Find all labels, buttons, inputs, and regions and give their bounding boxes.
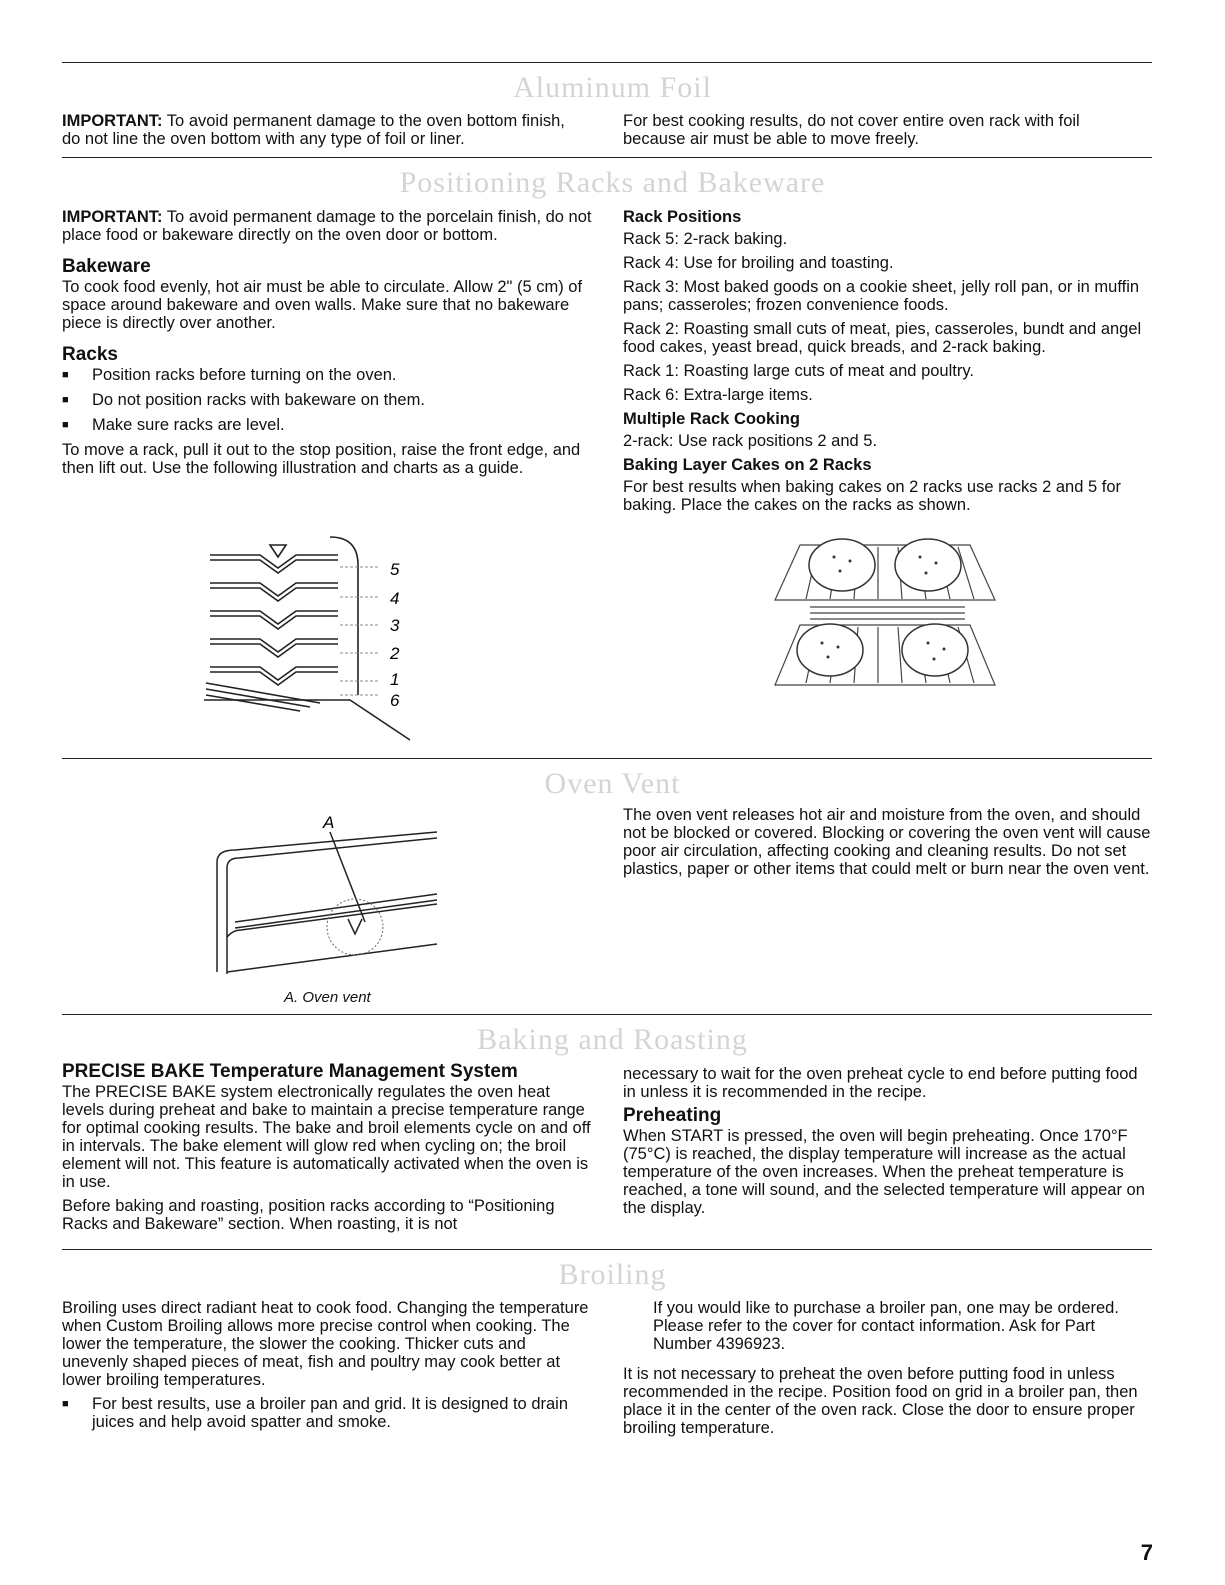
rack-number-label: 2 — [390, 644, 400, 663]
positioning-heading: Positioning Racks and Bakeware — [399, 166, 826, 199]
layer-cakes-text: For best results when baking cakes on 2 racks use racks 2 and 5 for baking. Place the cakes on the racks as shown. — [623, 478, 1121, 514]
broiling-right-column — [623, 1299, 1151, 1443]
precise-bake-text: The PRECISE BAKE system electronically regulates the oven heat levels during preheat and bake to maintain a precise temperature range for optimal cooking results. The bake and broil elements cycle on and off in intervals. The bake element will glow red when cycling on; the broil element will not. This feature is automatically activated when the oven is in use. — [62, 1083, 591, 1191]
list-item: ■ For best results, use a broiler pan and grid. It is designed to drain juices and help avoid spatter and smoke. — [62, 1395, 569, 1431]
bullet-icon: ■ — [62, 1398, 69, 1410]
rack-number-label: 3 — [390, 616, 400, 635]
rack-number-label: 4 — [390, 589, 400, 608]
list-item: ■ Do not position racks with bakeware on them. — [62, 391, 425, 409]
positioning-important-paragraph — [62, 208, 592, 244]
list-item: Rack 1: Roasting large cuts of meat and poultry. — [623, 362, 974, 380]
preheating-text: When START is pressed, the oven will begin preheating. Once 170°F (75°C) is reached, the display temperature will increase as the actual temperature of the oven increases. When the preheat temperature is reached, a tone will sound, and the selected temperature will appear on the display. — [623, 1127, 1145, 1217]
aluminum-right-text: For best cooking results, do not cover entire oven rack with foil because air must be able to move freely. — [623, 112, 1080, 148]
layer-cakes-subheading: Baking Layer Cakes on 2 Racks — [623, 456, 872, 474]
oven-vent-right-column — [623, 806, 1151, 884]
positioning-right-column — [623, 208, 1148, 520]
before-baking-text: Before baking and roasting, position racks according to “Positioning Racks and Bakeware” section. When roasting, it is not — [62, 1197, 555, 1233]
oven-vent-text: The oven vent releases hot air and moisture from the oven, and should not be blocked or covered. Blocking or covering the oven vent will cause poor air circulation, affecting cooking and cleaning results. Do not set plastics, paper or other items that could melt or burn near the oven vent. — [623, 806, 1151, 878]
vent-callout-label: A — [323, 813, 335, 832]
bullet-icon: ■ — [62, 419, 69, 431]
aluminum-important-paragraph — [62, 112, 582, 148]
broiling-heading: Broiling — [558, 1258, 667, 1291]
important-label: IMPORTANT: — [62, 208, 163, 226]
bakeware-subheading: Bakeware — [62, 256, 151, 277]
preheat-broil-text: It is not necessary to preheat the oven before putting food in unless recommended in the recipe. Position food on grid in a broiler pan, then place it in the center of the oven rack. Close the door to ensure proper broiling temperature. — [623, 1365, 1138, 1437]
multiple-rack-subheading: Multiple Rack Cooking — [623, 410, 800, 428]
positioning-left-column — [62, 208, 592, 483]
page-number: 7 — [1140, 1540, 1153, 1565]
section-rule — [62, 1014, 1152, 1015]
list-item: ■ Position racks before turning on the oven. — [62, 366, 397, 384]
baking-right-column — [623, 1065, 1148, 1223]
section-rule — [62, 1249, 1152, 1250]
rack-positions-subheading: Rack Positions — [623, 208, 742, 226]
multiple-rack-text: 2-rack: Use rack positions 2 and 5. — [623, 432, 878, 450]
aluminum-right-column — [623, 112, 1143, 154]
oven-vent-heading: Oven Vent — [544, 767, 681, 800]
list-item: Rack 4: Use for broiling and toasting. — [623, 254, 894, 272]
list-item: Rack 5: 2-rack baking. — [623, 230, 788, 248]
preheating-subheading: Preheating — [623, 1105, 722, 1126]
cakes-on-racks-illustration — [770, 535, 1005, 695]
bakeware-text: To cook food evenly, hot air must be able to circulate. Allow 2" (5 cm) of space around bakeware and oven walls. Make sure that no bakeware piece is directly over another. — [62, 278, 583, 332]
move-rack-text: To move a rack, pull it out to the stop position, raise the front edge, and then lift out. Use the following illustration and charts as a guide. — [62, 441, 581, 477]
broiler-pan-text: If you would like to purchase a broiler pan, one may be ordered. Please refer to the cover for contact information. Ask for Part Number 4396923. — [653, 1299, 1119, 1353]
list-item: ■ Make sure racks are level. — [62, 416, 285, 434]
baking-continued-text: necessary to wait for the oven preheat cycle to end before putting food in unless it is recommended in the recipe. — [623, 1065, 1138, 1101]
oven-vent-caption: A. Oven vent — [284, 989, 371, 1006]
rack-number-label: 5 — [390, 560, 400, 579]
racks-subheading: Racks — [62, 344, 118, 365]
positioning-important-text: To avoid permanent damage to the porcelain finish, do not place food or bakeware directly on the oven door or bottom. — [62, 208, 592, 244]
baking-heading: Baking and Roasting — [477, 1023, 748, 1056]
bullet-icon: ■ — [62, 369, 69, 381]
list-item: Rack 2: Roasting small cuts of meat, pies, casseroles, bundt and angel food cakes, yeast bread, quick breads, and 2-rack baking. — [623, 320, 1142, 356]
important-label: IMPORTANT: — [62, 112, 163, 130]
rack-positions-illustration — [200, 535, 430, 745]
bullet-icon: ■ — [62, 394, 69, 406]
aluminum-left-column — [62, 112, 582, 154]
list-item: Rack 3: Most baked goods on a cookie sheet, jelly roll pan, or in muffin pans; casseroles; frozen convenience foods. — [623, 278, 1140, 314]
oven-vent-illustration — [205, 812, 455, 987]
rack-number-label: 6 — [390, 691, 400, 710]
broiling-text: Broiling uses direct radiant heat to cook food. Changing the temperature when Custom Broiling allows more precise control when cooking. The lower the temperature, the slower the cooking. Thicker cuts and unevenly shaped pieces of meat, fish and poultry may cook better at lower broiling temperatures. — [62, 1299, 589, 1389]
rack-number-label: 1 — [390, 670, 400, 689]
section-rule — [62, 62, 1152, 63]
list-item: Rack 6: Extra-large items. — [623, 386, 813, 404]
section-rule — [62, 157, 1152, 158]
aluminum-important-text: To avoid permanent damage to the oven bottom finish, do not line the oven bottom with any type of foil or liner. — [62, 112, 565, 148]
aluminum-foil-heading: Aluminum Foil — [513, 71, 712, 104]
broiling-left-column — [62, 1299, 592, 1438]
baking-left-column — [62, 1063, 592, 1239]
precise-bake-subheading: PRECISE BAKE Temperature Management System — [62, 1061, 518, 1082]
section-rule — [62, 758, 1152, 759]
